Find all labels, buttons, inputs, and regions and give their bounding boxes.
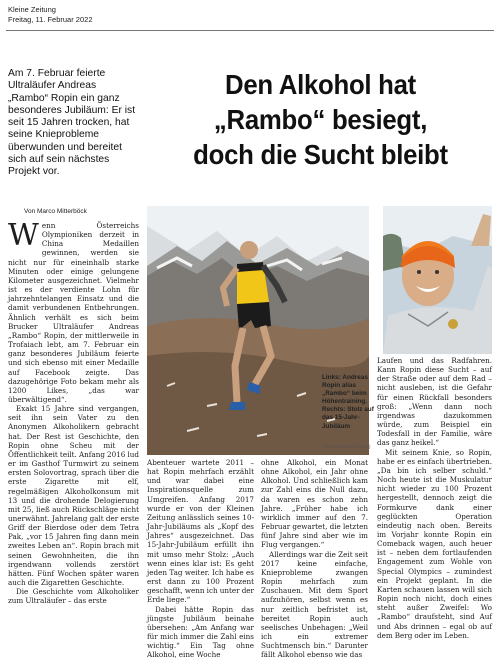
paragraph-text: enn Österreichs Olympioniken derzeit in China Medaillen gewinnen, werden sie nicht nur für eineinhalb starke Minuten oder einige gelungene Kilometer ausgezeichnet. Vielmehr ist es der verdiente Lohn für jahrzehntelangen Einsatz und die damit verbundenen Entbehrungen. Ähnlich verhält es sich beim Brucker Ultraläufer Andreas „Rambo“ Ropin, der mittlerweile in Trofaiach lebt, am 7. Februar ein ganz besonderes Jubiläum feierte und sich ebenso mit einer Medaille auf Facebook zeigte. Das dazugehörige Foto bekam mehr als 1200 Likes, „das war überwältigend“. (8, 221, 139, 404)
article-paragraph: Dabei hätte Ropin das jüngste Jubiläum beinahe übersehen: „Am Anfang war für mich immer die Zahl eins wichtig.“ Ein Tag ohne Alkohol, eine Woche (147, 604, 254, 660)
article-paragraph: Abenteuer wartete 2011 – hat Ropin mehrfach erzählt und war dabei eine Inspirationsquelle zum Umgreifen. Anfang 2017 wurde er von der Kleinen Zeitung anlässlich seines 10-Jahr-Jubiläums als „Kopf des Jahres“ ausgezeichnet. Das 15-Jahr-Jubiläum erfüllt ihn mit umso mehr Stolz: „Auch wenn eines klar ist: Es geht jeden Tag weiter. Ich habe es erst dann zu 100 Prozent geschafft, wenn ich unter der Erde liege.“ (147, 458, 254, 605)
article-column-3 (261, 458, 368, 659)
article-column-2 (147, 458, 254, 659)
publication-name: Kleine Zeitung (8, 5, 56, 14)
article-paragraph: Laufen und das Radfahren. Kann Ropin diese Sucht – auf der Straße oder auf dem Rad – nicht ausleben, ist die Gefahr für einen Rückfall besonders groß: „Wenn dann noch irgendwas dazukommen würde, zum Beispiel ein Todesfall in der Familie, wäre das ganz heikel.“ (377, 356, 492, 448)
author-byline: Von Marco Mitterböck (24, 208, 87, 215)
publication-header (8, 5, 93, 25)
headline-line-3: doch die Sucht bleibt (193, 139, 448, 170)
selfie-photo (383, 206, 492, 354)
teaser-text: Am 7. Februar feierte Ultraläufer Andreas „Rambo“ Ropin ein ganz besonderes Jubiläum: Er ist seit 15 Jahren trocken, hat seine Knieprobleme überwunden und bereitet sich auf sein nächstes Projekt vor. (8, 68, 136, 178)
article-column-4 (377, 356, 492, 640)
headline-line-2: „Rambo“ besiegt, (213, 104, 428, 135)
article-paragraph: ohne Alkohol, ein Monat ohne Alkohol, ein Jahr ohne Alkohol. Und schließlich kam zur Zahl eins die Null dazu, da waren es schon zehn Jahre. „Früher habe ich wirklich immer auf den 7. Februar gewartet, die letzten fünf Jahre sind aber wie im Flug vergangen.“ (261, 458, 368, 550)
photo-caption: Links: Andreas Ropin alias „Rambo“ beim Höhentraining. Rechts: Stolz auf das 15-Jahr-Jubiläum (322, 374, 374, 430)
headline-line-1: Den Alkohol hat (225, 69, 416, 100)
headline (162, 67, 479, 172)
article-paragraph: Exakt 15 Jahre sind vergangen, seit ihn sein Vater zu den Anonymen Alkoholikern gebracht hat. Der Rest ist Geschichte, den Ropin ohne Scheu mit der Öffentlichkeit teilt. Anfang 2016 lud er im Gasthof Turmwirt zu seinem ersten Solovortrag, sprach über die erste Zigarette mit elf, regelmäßigen Alkoholkonsum mit 13 und die drohende Delogierung mit 25, ließ auch Rückschläge nicht unerwähnt. Jahrelang galt der erste Griff der Bierdose oder dem Tetra Pak, „vor 15 Jahren fing dann mein zweites Leben an“. Ropin brach mit seinen Gewohnheiten, die ihn irgendwann vollends zerstört hätten. Fünf Wochen später waren auch die Zigaretten Geschichte. (8, 404, 139, 588)
selfie-photo-image (383, 206, 492, 354)
article-column-1 (8, 218, 139, 606)
photo-credit: ANDREAS ROPIN (2) (322, 445, 371, 450)
article-paragraph: Allerdings war die Zeit seit 2017 keine einfache, Knieprobleme zwangen Ropin mehrfach zum Zuschauen. Mit dem Sport aufzuhören, selbst wenn es nur zeitlich befristet ist, bereitet Ropin auch seelisches Unbehagen: „Weil ich ein extremer Suchtmensch bin.“ Darunter fällt Alkohol ebenso wie das (261, 549, 368, 660)
article-paragraph (8, 218, 139, 404)
article-paragraph: Mit seinem Knie, so Ropin, habe er es einfach übertrieben. „Da bin ich selber schuld.“ Noch heute ist die Muskulatur nicht wieder zu 100 Prozent hergestellt, dennoch zeigt die Formkurve dank einer geglückten Operation eindeutig nach oben. Bereits im Vorjahr konnte Ropin ein Comeback wagen, auch heuer ist – neben dem fortlaufenden Engagement zum Wohle von Special Olympics – zumindest ein Projekt geplant. In die Karten schauen lassen will sich Ropin noch nicht, doch eines steht außer Zweifel: Wo „Rambo“ draufsteht, sind Auf und Abs drinnen – egal ob auf dem Berg oder im Leben. (377, 447, 492, 640)
publication-date: Freitag, 11. Februar 2022 (8, 15, 93, 24)
header-rule (6, 30, 494, 31)
article-paragraph: Die Geschichte vom Alkoholiker zum Ultraläufer – das erste (8, 587, 139, 606)
drop-cap: W (8, 218, 39, 253)
